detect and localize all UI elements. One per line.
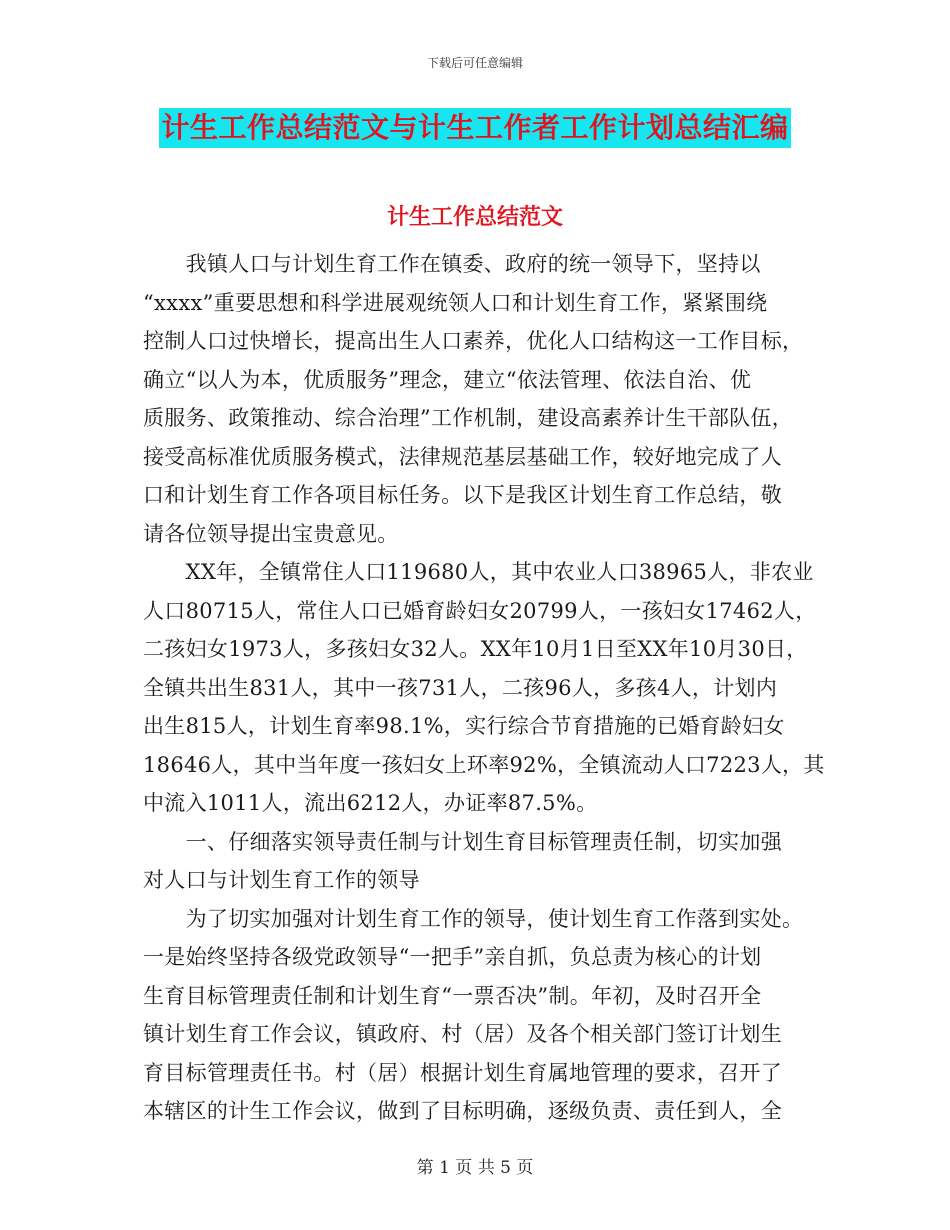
text-line: 一、仔细落实领导责任制与计划生育目标管理责任制，切实加强 [143, 829, 782, 854]
text-line: “xxxx”重要思想和科学进展观统领人口和计划生育工作，紧紧围绕 [143, 290, 768, 315]
main-title: 计生工作总结范文与计生工作者工作计划总结汇编 [159, 108, 790, 148]
text-line: 控制人口过快增长，提高出生人口素养，优化人口结构这一工作目标， [143, 329, 804, 353]
text-line: 中流入1011人，流出6212人，办证率87.5%。 [143, 791, 598, 815]
text-line: 确立“以人为本，优质服务”理念，建立“依法管理、依法自治、优 [143, 367, 752, 392]
text-line: 本辖区的计生工作会议，做到了目标明确，逐级负责、责任到人，全 [143, 1099, 782, 1123]
text-line: 人口80715人，常住人口已婚育龄妇女20799人，一孩妇女17462人， [143, 598, 817, 623]
text-line: 口和计划生育工作各项目标任务。以下是我区计划生育工作总结，敬 [143, 483, 782, 507]
text-line: 二孩妇女1973人，多孩妇女32人。XX年10月1日至XX年10月30日， [143, 637, 808, 661]
text-line: 镇计划生育工作会议，镇政府、村（居）及各个相关部门签订计划生 [143, 1022, 782, 1046]
section-title: 计生工作总结范文 [386, 204, 563, 230]
text-line: 出生815人，计划生育率98.1%，实行综合节育措施的已婚育龄妇女 [143, 714, 785, 738]
text-line: 全镇共出生831人，其中一孩731人，二孩96人，多孩4人，计划内 [143, 675, 778, 700]
text-line: 生育目标管理责任制和计划生育“一票否决”制。年初，及时召开全 [143, 983, 762, 1008]
text-line: 为了切实加强对计划生育工作的领导，使计划生育工作落到实处。 [143, 906, 804, 931]
text-line: 一是始终坚持各级党政领导“一把手”亲自抓，负总责为核心的计划 [143, 945, 762, 969]
text-line: 请各位领导提出宝贵意见。 [143, 521, 399, 546]
body-text [143, 245, 825, 1131]
text-line: 质服务、政策推动、综合治理”工作机制，建设高素养计生干部队伍， [143, 406, 794, 430]
header-note: 下载后可任意编辑 [426, 56, 523, 70]
text-line: 18646人，其中当年度一孩妇女上环率92%，全镇流动人口7223人，其 [143, 752, 825, 777]
text-line: 育目标管理责任书。村（居）根据计划生育属地管理的要求，召开了 [143, 1060, 782, 1085]
page-footer: 第 1 页 共 5 页 [416, 1158, 534, 1178]
text-line: 接受高标准优质服务模式，法律规范基层基础工作，较好地完成了人 [143, 444, 782, 469]
text-line: 我镇人口与计划生育工作在镇委、政府的统一领导下，坚持以 [143, 252, 761, 276]
main-title-container [0, 108, 950, 148]
text-line: 对人口与计划生育工作的领导 [143, 868, 420, 892]
text-line: XX年，全镇常住人口119680人，其中农业人口38965人，非农业 [143, 560, 814, 584]
